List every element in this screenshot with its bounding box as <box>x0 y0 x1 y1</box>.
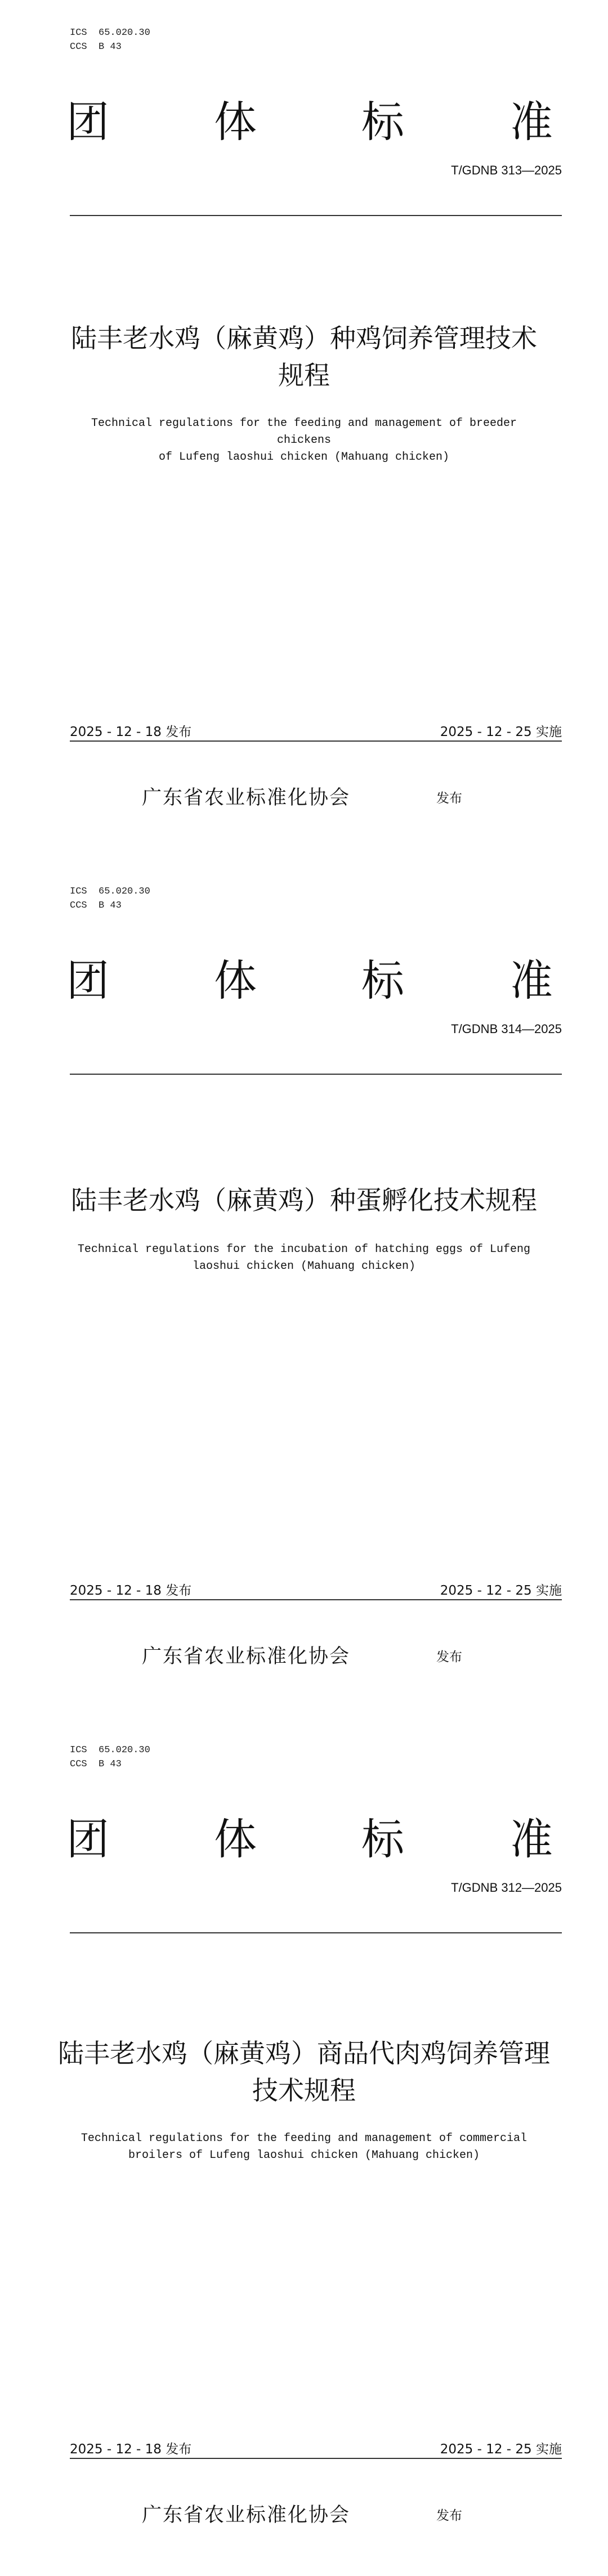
standard-number: T/GDNB 312—2025 <box>451 1881 562 1895</box>
heading-char: 标 <box>361 97 404 147</box>
chinese-title-line: 陆丰老水鸡（麻黄鸡）商品代肉鸡饲养管理 <box>58 2038 550 2068</box>
issue-label: 发布 <box>436 1650 462 1664</box>
issuing-organization: 广东省农业标准化协会 <box>142 2504 351 2526</box>
english-title-line: Technical regulations for the feeding and management of commercial <box>81 2132 527 2145</box>
chinese-title-line: 技术规程 <box>252 2075 356 2106</box>
publish-date: 2025 - 12 - 18 发布 <box>70 1583 192 1598</box>
top-divider <box>70 215 562 216</box>
bottom-divider <box>70 741 562 742</box>
heading-char: 团 <box>66 955 109 1006</box>
heading-char: 准 <box>510 1814 553 1864</box>
standard-cover-1 <box>0 0 608 859</box>
english-title-line: broilers of Lufeng laoshui chicken (Mahuang chicken) <box>128 2149 480 2162</box>
group-standard-heading <box>66 97 562 147</box>
english-title-line: of Lufeng laoshui chicken (Mahuang chicken) <box>158 451 450 464</box>
issue-label: 发布 <box>436 791 462 806</box>
heading-char: 体 <box>214 955 257 1006</box>
bottom-divider <box>70 1599 562 1600</box>
issuing-organization: 广东省农业标准化协会 <box>142 787 351 809</box>
english-title <box>62 2130 546 2164</box>
heading-char: 体 <box>214 1814 257 1864</box>
english-title-line: laoshui chicken (Mahuang chicken) <box>192 1260 416 1273</box>
implement-date: 2025 - 12 - 25 实施 <box>440 1583 562 1598</box>
chinese-title-line: 陆丰老水鸡（麻黄鸡）种鸡饲养管理技术 <box>71 323 537 353</box>
group-standard-heading <box>66 955 562 1006</box>
ics-code: ICS 65.020.30 <box>70 886 150 897</box>
standard-number: T/GDNB 314—2025 <box>451 1022 562 1036</box>
ics-code: ICS 65.020.30 <box>70 28 150 38</box>
english-title-line: Technical regulations for the incubation of hatching eggs of Lufeng <box>77 1243 531 1256</box>
heading-char: 标 <box>361 1814 404 1864</box>
chinese-title <box>56 1182 552 1219</box>
heading-char: 团 <box>66 1814 109 1864</box>
publish-date: 2025 - 12 - 18 发布 <box>70 2442 192 2457</box>
chinese-title-line: 规程 <box>278 360 330 391</box>
publish-date: 2025 - 12 - 18 发布 <box>70 725 192 739</box>
top-divider <box>70 1074 562 1075</box>
standard-cover-3 <box>0 1717 608 2576</box>
issuing-organization: 广东省农业标准化协会 <box>142 1645 351 1668</box>
implement-date: 2025 - 12 - 25 实施 <box>440 2442 562 2457</box>
classification-codes <box>70 1743 150 1771</box>
ics-code: ICS 65.020.30 <box>70 1745 150 1756</box>
heading-char: 准 <box>510 955 553 1006</box>
english-title <box>62 1241 546 1275</box>
implement-date: 2025 - 12 - 25 实施 <box>440 725 562 739</box>
ccs-code: CCS B 43 <box>70 900 122 911</box>
chinese-title <box>56 320 552 394</box>
chinese-title <box>56 2035 552 2109</box>
ccs-code: CCS B 43 <box>70 1759 122 1770</box>
heading-char: 标 <box>361 955 404 1006</box>
standard-number: T/GDNB 313—2025 <box>451 163 562 177</box>
bottom-divider <box>70 2458 562 2459</box>
english-title-line: Technical regulations for the feeding and management of breeder chickens <box>91 417 517 447</box>
classification-codes <box>70 26 150 54</box>
heading-char: 准 <box>510 97 553 147</box>
ccs-code: CCS B 43 <box>70 42 122 52</box>
group-standard-heading <box>66 1814 562 1865</box>
classification-codes <box>70 885 150 913</box>
chinese-title-line: 陆丰老水鸡（麻黄鸡）种蛋孵化技术规程 <box>71 1185 537 1215</box>
heading-char: 团 <box>66 97 109 147</box>
standard-cover-2 <box>0 859 608 1717</box>
issue-label: 发布 <box>436 2508 462 2523</box>
top-divider <box>70 1932 562 1933</box>
english-title <box>62 415 546 466</box>
heading-char: 体 <box>214 97 257 147</box>
